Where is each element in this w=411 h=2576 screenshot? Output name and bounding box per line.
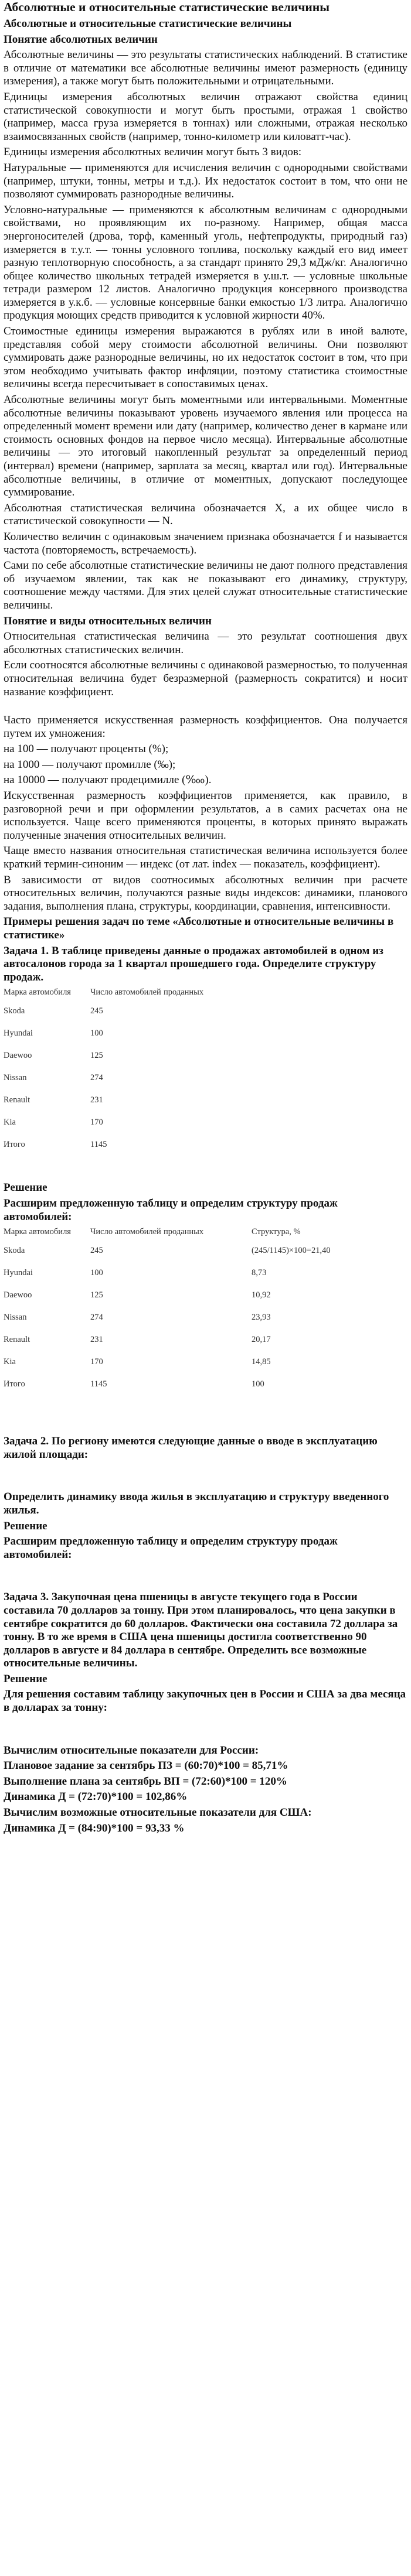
- table-row: [4, 1067, 252, 1089]
- table-cell: 10,92: [252, 1290, 271, 1300]
- para-conditional: Условно-натуральные — применяются к абсолютным величинам с однородными свойствами, но проявляющим их по-разному. Например, общая масса энергоносителей (дрова, торф, каменный уголь, нефтепродукты, природный газ) измеряется в т.у.т. — тонны условного топлива, поскольку каждый его вид имеет разную теплотворную способность, а за стандарт принято 29,3 мДж/кг. Аналогично общее количество школьных тетрадей измеряется в у.ш.т. — условные школьные тетради размером 12 листов. Аналогично продукция консервного производства измеряется в у.к.б. — условные консервные банки емкостью 1/3 литра. Аналогично продукция моющих средств приводится к условной жирности 40%.: [4, 203, 407, 322]
- table-cell: [164, 1262, 252, 1284]
- para-index-kinds: В зависимости от видов соотносимых абсолютных величин при расчете относительных величин, получаются разные виды индексов: динамики, планового задания, выполнения плана, структуры, координации, сравнения, интенсивности.: [4, 873, 407, 913]
- table-row: [4, 1306, 331, 1328]
- table-cell: 245: [90, 1245, 103, 1255]
- table-cell: Kia: [4, 1118, 16, 1128]
- table-cell: 231: [90, 1334, 103, 1344]
- table-row: [4, 1262, 331, 1284]
- para-units: Единицы измерения абсолютных величин отражают свойства единиц статистической совокупности и могут быть простыми, отражая 1 свойство (например, масса груза измеряется в тоннах) или сложными, отражая несколько взаимосвязанных свойств (например, тонно-километр или киловатт-час).: [4, 90, 407, 143]
- column-header-count: Число автомобилей: [90, 1227, 161, 1237]
- solution-heading-3: Решение: [4, 1672, 47, 1685]
- column-header-structure: Структура, %: [252, 1227, 301, 1237]
- table-row: [4, 1089, 252, 1111]
- table-cell: [164, 1044, 252, 1067]
- table-cell: Daewoo: [4, 1290, 32, 1300]
- calc-line: Выполнение плана за сентябрь ВП = (72:60)*100 = 120%: [4, 1775, 287, 1788]
- table-cell: Renault: [4, 1334, 30, 1344]
- para-index: Чаще вместо названия относительная статистическая величина используется более краткий термин-синоним — индекс (от лат. index — показатель, коэффициент).: [4, 845, 407, 871]
- column-header-brand: Марка автомобиля: [4, 988, 71, 997]
- table-cell: 125: [90, 1051, 103, 1061]
- para-relative-def: Относительная статистическая величина — это результат соотношения двух абсолютных статистических величин.: [4, 630, 407, 656]
- solution-2-intro: Расширим предложенную таблицу и определим структуру продаж автомобилей:: [4, 1535, 338, 1561]
- table-cell: 231: [90, 1095, 103, 1105]
- calc-line: Плановое задание за сентябрь ПЗ = (60:70)*100 = 85,71%: [4, 1760, 288, 1772]
- table-cell: 1145: [90, 1140, 107, 1150]
- table-cell: Hyundai: [4, 1267, 33, 1277]
- table-cell: [164, 1373, 252, 1395]
- list-item: на 100 — получают проценты (%);: [4, 743, 169, 756]
- calc-usa-title: Вычислим возможные относительные показатели для США:: [4, 1806, 312, 1819]
- section-heading-examples: Примеры решения задач по теме «Абсолютные и относительные величины в статистике»: [4, 915, 394, 941]
- para-natural: Натуральные — применяются для исчисления величин с однородными свойствами (например, штуки, тонны, метры и т.д.). Их недостаток состоит в том, что они не позволяют суммировать разнородные величины.: [4, 161, 407, 201]
- para-artificial: Часто применяется искусственная размерность коэффициентов. Она получается путем их умножения:: [4, 714, 407, 740]
- table-cell: Итого: [4, 1379, 25, 1389]
- table-cell: [164, 1022, 252, 1044]
- table-cell: Kia: [4, 1357, 16, 1366]
- table-row: [4, 1373, 331, 1395]
- table-row: [4, 1111, 252, 1133]
- table-cell: 100: [252, 1379, 264, 1389]
- table-row: [4, 1351, 331, 1373]
- table-cell: 274: [90, 1312, 103, 1322]
- table-cell: [164, 1306, 252, 1328]
- table-cell: 100: [90, 1029, 103, 1038]
- table-cell: 20,17: [252, 1334, 271, 1344]
- section-heading-absolute: Понятие абсолютных величин: [4, 33, 158, 46]
- para-relative-same: Если соотносятся абсолютные величины с одинаковой размерностью, то полученная относительная величина будет безразмерной (размерность сократится) и носит название коэффициент.: [4, 659, 407, 698]
- calc-usa-line: Динамика Д = (84:90)*100 = 93,33 %: [4, 1822, 185, 1834]
- table-cell: 125: [90, 1290, 103, 1300]
- solution-3-intro: Для решения составим таблицу закупочных цен в России и США за два месяца в долларах за тонну:: [4, 1688, 406, 1714]
- table-cell: 245: [90, 1006, 103, 1016]
- structure-table: [4, 1227, 331, 1395]
- table-cell: 14,85: [252, 1357, 271, 1366]
- para-definition: Абсолютные величины — это результаты статистических наблюдений. В статистике в отличие от математики все абсолютные величины имеют размерность (единицу измерения), а также могут быть положительными и отрицательными.: [4, 49, 407, 88]
- page-title: Абсолютные и относительные статистические величины: [4, 0, 330, 14]
- table-cell: 170: [90, 1118, 103, 1128]
- task-2-question: Определить динамику ввода жилья в эксплуатацию и структуру введенного жилья.: [4, 1491, 389, 1516]
- table-cell: [164, 1284, 252, 1306]
- table-cell: 100: [90, 1267, 103, 1277]
- table-cell: [164, 1067, 252, 1089]
- table-cell: (245/1145)×100=21,40: [252, 1245, 331, 1255]
- table-row: [4, 1133, 252, 1156]
- solution-heading-2: Решение: [4, 1519, 47, 1532]
- para-cost: Стоимостные единицы измерения выражаются в рублях или в иной валюте, представляя собой меру стоимости абсолютной величины. Они позволяют суммировать даже разнородные величины, но их недостаток состоит в том, что при этом необходимо учитывать фактор инфляции, поэтому статистика стоимостные величины всегда пересчитывает в сопоставимых ценах.: [4, 325, 407, 391]
- para-moment: Абсолютные величины могут быть моментными или интервальными. Моментные абсолютные величины показывают уровень изучаемого явления или процесса на определенный момент времени или дату (например, количество денег в кармане или стоимость основных фондов на первое число месяца). Интервальные абсолютные величины — это итоговый накопленный результат за определенный период (интервал) времени (например, зарплата за месяц, квартал или год). Интервальные абсолютные величины, в отличие от моментных, допускают последующее суммирование.: [4, 394, 407, 499]
- column-header-sold: проданных: [164, 1227, 204, 1237]
- table-cell: Daewoo: [4, 1051, 32, 1061]
- para-unit-types: Единицы измерения абсолютных величин могут быть 3 видов:: [4, 146, 302, 159]
- table-cell: 1145: [90, 1379, 107, 1389]
- calc-russia-title: Вычислим относительные показатели для России:: [4, 1744, 259, 1757]
- task-1: Задача 1. В таблице приведены данные о продажах автомобилей в одном из автосалонов города за 1 квартал прошедшего года. Определите структуру продаж.: [4, 944, 383, 983]
- task-2: Задача 2. По региону имеются следующие данные о вводе в эксплуатацию жилой площади:: [4, 1435, 378, 1461]
- table-cell: 170: [90, 1357, 103, 1366]
- task-3: Задача 3. Закупочная цена пшеницы в августе текущего года в России составила 70 долларов за тонну. При этом планировалось, что цена закупки в сентябре сократится до 60 долларов. Фактически она составила 72 доллара за тонну. В то же время в США цена пшеницы достигла соответственно 90 долларов в августе и 84 доллара в сентябре. Определить все возможные относительные величины.: [4, 1591, 398, 1670]
- column-header-sold: проданных: [164, 988, 204, 997]
- table-row: [4, 1000, 252, 1022]
- para-notation: Абсолютная статистическая величина обозначается X, а их общее число в статистической совокупности — N.: [4, 501, 407, 528]
- table-cell: [164, 1111, 252, 1133]
- table-cell: [164, 1133, 252, 1156]
- column-header-count: Число автомобилей: [90, 988, 161, 997]
- solution-heading-1: Решение: [4, 1181, 47, 1194]
- table-cell: [164, 1239, 252, 1262]
- table-cell: Nissan: [4, 1312, 27, 1322]
- table-row: [4, 1044, 252, 1067]
- table-cell: Renault: [4, 1095, 30, 1105]
- table-cell: [164, 1000, 252, 1022]
- table-cell: 274: [90, 1073, 103, 1083]
- table-row: [4, 1328, 331, 1351]
- table-row: [4, 1284, 331, 1306]
- table-cell: Hyundai: [4, 1029, 33, 1038]
- subtitle: Абсолютные и относительные статистические величины: [4, 18, 292, 30]
- table-cell: Nissan: [4, 1073, 27, 1083]
- table-cell: [164, 1328, 252, 1351]
- sales-table: [4, 988, 252, 1156]
- list-item: на 1000 — получают промилле (‰);: [4, 758, 176, 771]
- table-cell: Skoda: [4, 1006, 25, 1016]
- section-heading-relative: Понятие и виды относительных величин: [4, 614, 212, 627]
- table-cell: [164, 1089, 252, 1111]
- table-cell: Skoda: [4, 1245, 25, 1255]
- list-item: на 10000 — получают продецимилле (‱).: [4, 774, 212, 787]
- table-row: [4, 1239, 331, 1262]
- calc-line: Динамика Д = (72:70)*100 = 102,86%: [4, 1791, 188, 1803]
- table-cell: 23,93: [252, 1312, 271, 1322]
- table-cell: 8,73: [252, 1267, 267, 1277]
- table-row: [4, 1022, 252, 1044]
- para-frequency: Количество величин с одинаковым значением признака обозначается f и называется частота (повторяемость, встречаемость).: [4, 530, 407, 556]
- column-header-brand: Марка автомобиля: [4, 1227, 71, 1237]
- para-artificial-usage: Искусственная размерность коэффициентов применяется, как правило, в разговорной речи и при оформлении результатов, а в самих расчетах она не используется. Чаще всего применяются проценты, в которых принято выражать полученные значения относительных величин.: [4, 790, 407, 842]
- para-limitations: Сами по себе абсолютные статистические величины не дают полного представления об изучаемом явлении, так как не показывают его динамику, структуру, соотношение между частями. Для этих целей служат относительные статистические величины.: [4, 559, 407, 611]
- table-cell: [164, 1351, 252, 1373]
- table-cell: Итого: [4, 1140, 25, 1150]
- solution-1-intro: Расширим предложенную таблицу и определим структуру продаж автомобилей:: [4, 1197, 338, 1223]
